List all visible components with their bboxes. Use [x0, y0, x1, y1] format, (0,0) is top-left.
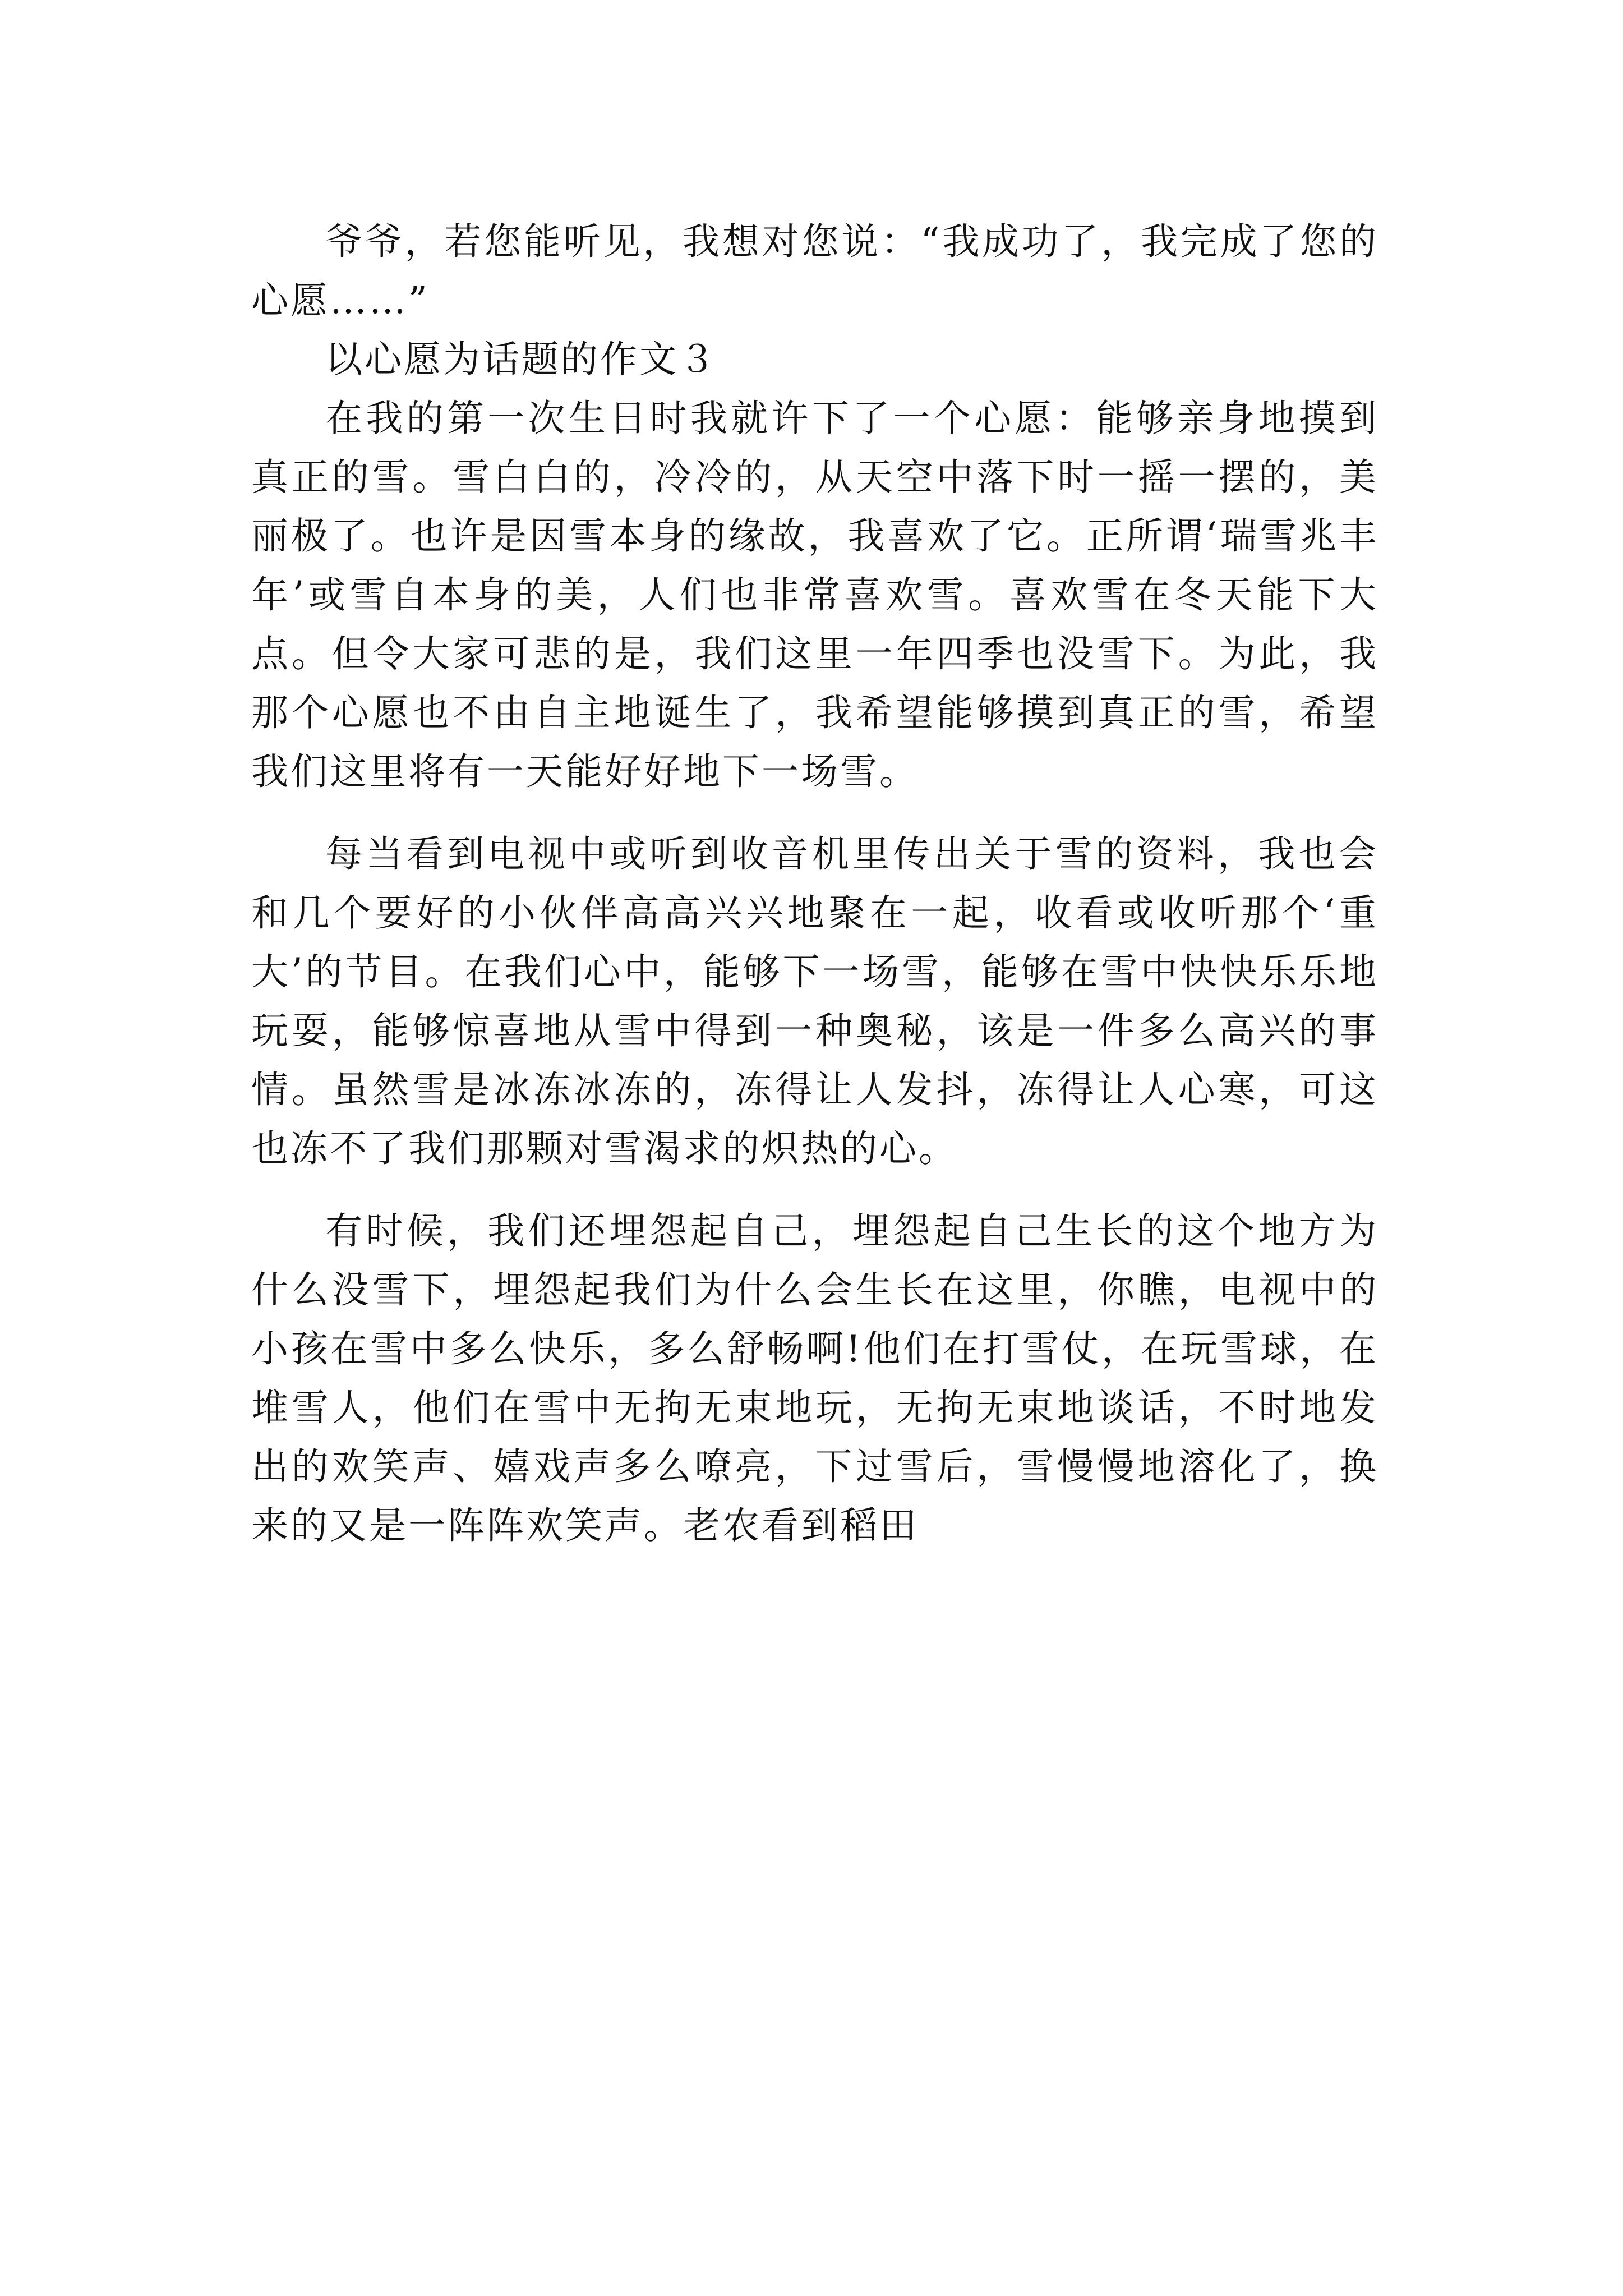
essay-heading: 以心愿为话题的作文３ — [325, 338, 718, 381]
paragraph-4: 有时候，我们还埋怨起自己，埋怨起自己生长的这个地方为什么没雪下，埋怨起我们为什么会生长在这里，你瞧，电视中的小孩在雪中多么快乐，多么舒畅啊!他们在打雪仗，在玩雪球，在堆雪人，他们在雪中无拘无束地玩，无拘无束地谈话，不时地发出的欢笑声、嬉戏声多么嘹亮，下过雪后，雪慢慢地溶化了，换来的又是一阵阵欢笑声。老农看到稻田 — [251, 1209, 1378, 1547]
document-body — [251, 212, 1378, 1555]
paragraph-1: 爷爷，若您能听见，我想对您说：“我成功了，我完成了您的心愿……” — [251, 220, 1378, 322]
paragraph-2: 在我的第一次生日时我就许下了一个心愿：能够亲身地摸到真正的雪。雪白白的，冷冷的，从天空中落下时一摇一摆的，美丽极了。也许是因雪本身的缘故，我喜欢了它。正所谓‘瑞雪兆丰年’或雪自本身的美，人们也非常喜欢雪。喜欢雪在冬天能下大点。但令大家可悲的是，我们这里一年四季也没雪下。为此，我那个心愿也不由自主地诞生了，我希望能够摸到真正的雪，希望我们这里将有一天能好好地下一场雪。 — [251, 397, 1378, 793]
paragraph-3: 每当看到电视中或听到收音机里传出关于雪的资料，我也会和几个要好的小伙伴高高兴兴地聚在一起，收看或收听那个‘重大’的节目。在我们心中，能够下一场雪，能够在雪中快快乐乐地玩耍，能够惊喜地从雪中得到一种奥秘，该是一件多么高兴的事情。虽然雪是冰冻冰冻的，冻得让人发抖，冻得让人心寒，可这也冻不了我们那颗对雪渴求的炽热的心。 — [251, 832, 1378, 1170]
